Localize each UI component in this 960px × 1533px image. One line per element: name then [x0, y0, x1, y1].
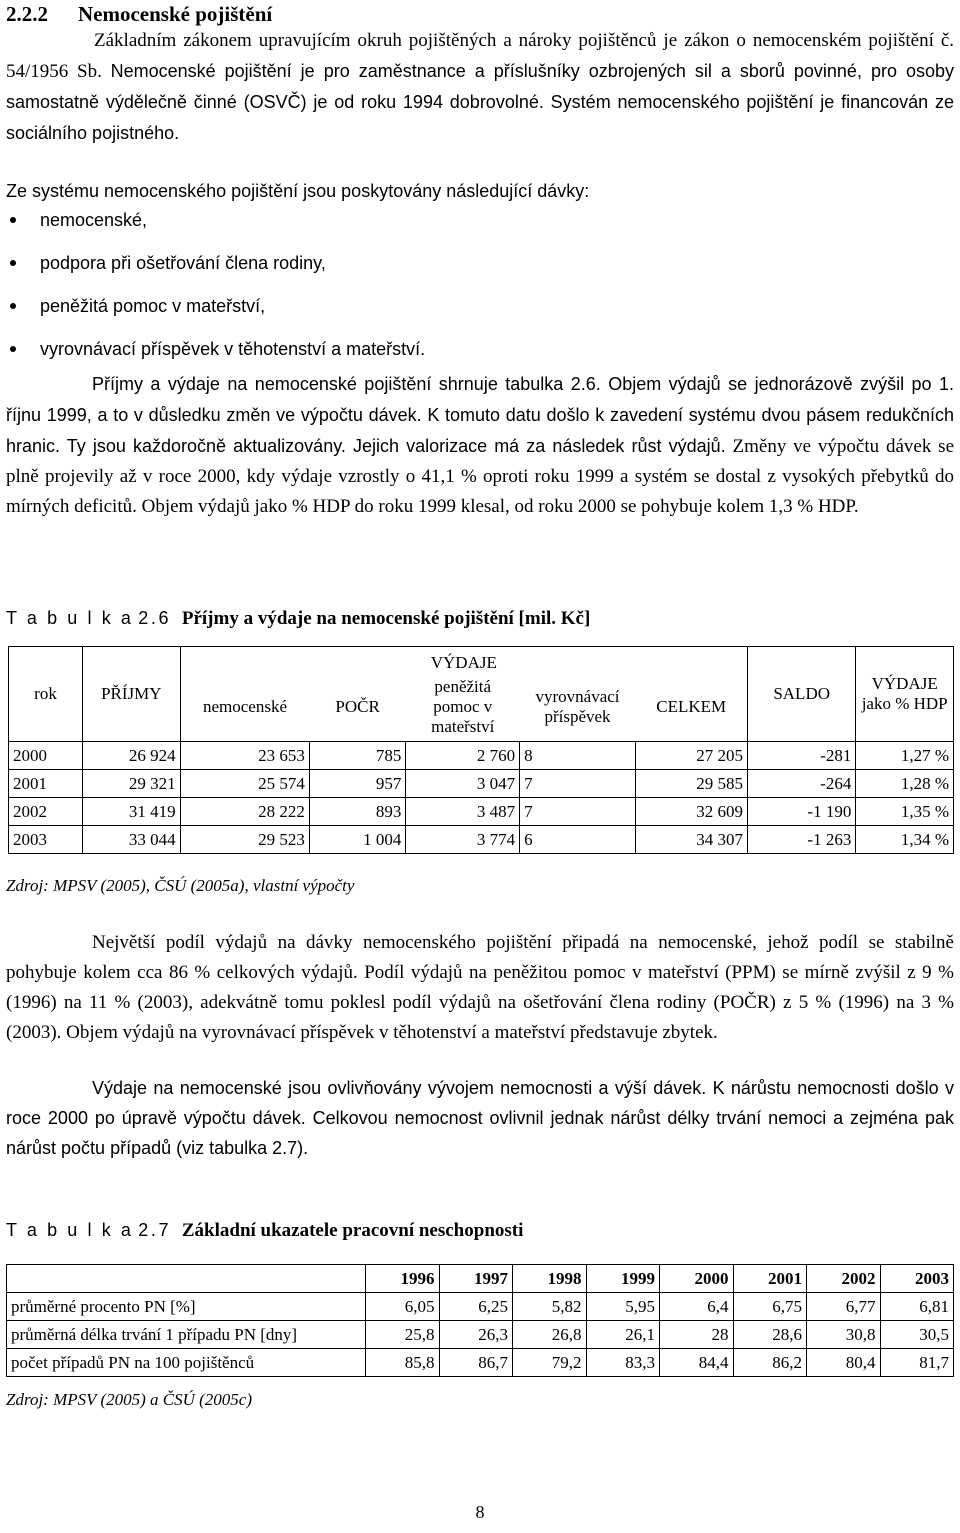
table-row — [7, 1293, 954, 1321]
cell-year: 2000 — [9, 742, 83, 770]
cell-vyrovnavaci: 7 — [520, 770, 636, 798]
table-2-7-caption — [6, 1220, 523, 1242]
header-year: 1999 — [586, 1265, 660, 1293]
table-row — [7, 1349, 954, 1377]
cell-value: 6,05 — [366, 1293, 440, 1321]
table-number: 2.6 — [138, 608, 172, 628]
header-year: 1997 — [439, 1265, 513, 1293]
list-item: peněžitá pomoc v mateřství, — [6, 294, 906, 337]
header-year: 2003 — [880, 1265, 954, 1293]
cell-hdp: 1,28 % — [856, 770, 954, 798]
section-number: 2.2.2 — [6, 2, 48, 26]
cell-vyrovnavaci: 6 — [520, 826, 636, 854]
cell-value: 86,2 — [733, 1349, 807, 1377]
cell-value: 25,8 — [366, 1321, 440, 1349]
cell-value: 6,77 — [807, 1293, 881, 1321]
cell-value: 6,25 — [439, 1293, 513, 1321]
cell-saldo: -1 190 — [748, 798, 856, 826]
header-year: 2001 — [733, 1265, 807, 1293]
page-number: 8 — [475, 1502, 485, 1522]
cell-celkem: 34 307 — [635, 826, 747, 854]
table-2-6 — [8, 646, 954, 854]
cell-value: 30,8 — [807, 1321, 881, 1349]
cell-prijmy: 31 419 — [83, 798, 181, 826]
header-prijmy: PŘÍJMY — [83, 647, 181, 742]
cell-nemocenske: 23 653 — [180, 742, 309, 770]
cell-nemocenske: 28 222 — [180, 798, 309, 826]
cell-value: 6,4 — [660, 1293, 734, 1321]
table-row — [9, 826, 954, 854]
cell-saldo: -281 — [748, 742, 856, 770]
cell-pocr: 1 004 — [309, 826, 406, 854]
table-number: 2.7 — [138, 1220, 172, 1240]
paragraph-text-sans: Příjmy a výdaje na nemocenské pojištění shrnuje tabulka 2.6. Objem výdajů se jednorázově zvýšil po 1. říjnu 1999, a to v důsledku změn ve výpočtu dávek. K tomuto datu došlo k zavedení systému dvou pásem redukčních hranic. Ty jsou každoročně aktualizovány. Jejich valorizace má za následek růst výdajů. — [6, 374, 954, 456]
table-row — [7, 1321, 954, 1349]
cell-value: 84,4 — [660, 1349, 734, 1377]
cell-prijmy: 29 321 — [83, 770, 181, 798]
cell-hdp: 1,35 % — [856, 798, 954, 826]
paragraph-income-expenses — [6, 369, 954, 522]
row-label: počet případů PN na 100 pojištěnců — [7, 1349, 366, 1377]
cell-celkem: 27 205 — [635, 742, 747, 770]
header-pocr: POČR — [335, 697, 380, 716]
cell-nemocenske: 29 523 — [180, 826, 309, 854]
cell-hdp: 1,27 % — [856, 742, 954, 770]
table-title: Základní ukazatele pracovní neschopnosti — [181, 1220, 524, 1241]
cell-ppm: 3 047 — [406, 770, 520, 798]
cell-ppm: 3 487 — [406, 798, 520, 826]
benefits-intro: Ze systému nemocenského pojištění jsou poskytovány následující dávky: — [6, 181, 590, 201]
cell-pocr: 785 — [309, 742, 406, 770]
header-celkem: CELKEM — [635, 673, 747, 742]
cell-value: 6,81 — [880, 1293, 954, 1321]
cell-value: 26,8 — [513, 1321, 587, 1349]
header-vydaje-hdp: VÝDAJE jako % HDP — [856, 647, 954, 742]
cell-pocr: 893 — [309, 798, 406, 826]
intro-text-sans: Nemocenské pojištění je pro zaměstnance a příslušníky ozbrojených sil a sborů povinné, pro osoby samostatně výdělečně činné (OSVČ) je od roku 1994 dobrovolné. Systém nemocenského pojištění je financován ze sociálního pojistného. — [6, 61, 954, 143]
header-saldo: SALDO — [748, 647, 856, 742]
cell-saldo: -1 263 — [748, 826, 856, 854]
cell-value: 26,3 — [439, 1321, 513, 1349]
table-title: Příjmy a výdaje na nemocenské pojištění [mil. Kč] — [181, 608, 591, 629]
header-nemocenske: nemocenské — [180, 673, 309, 742]
cell-value: 85,8 — [366, 1349, 440, 1377]
header-indicator — [7, 1265, 366, 1293]
header-ppm: peněžitá pomoc v mateřství — [431, 677, 495, 736]
intro-text-serif: Základním zákonem upravujícím okruh pojištěných a nároky pojištěnců je zákon o nemocenském pojištění č. 54/1956 Sb. — [6, 30, 954, 82]
cell-value: 83,3 — [586, 1349, 660, 1377]
cell-year: 2003 — [9, 826, 83, 854]
cell-value: 5,95 — [586, 1293, 660, 1321]
table-row — [9, 742, 954, 770]
list-item: vyrovnávací příspěvek v těhotenství a mateřství. — [6, 337, 906, 380]
table-2-7-source: Zdroj: MPSV (2005) a ČSÚ (2005c) — [6, 1390, 253, 1409]
table-2-7 — [6, 1264, 954, 1377]
cell-value: 79,2 — [513, 1349, 587, 1377]
row-label: průměrné procento PN [%] — [7, 1293, 366, 1321]
cell-ppm: 3 774 — [406, 826, 520, 854]
header-year: 1996 — [366, 1265, 440, 1293]
cell-saldo: -264 — [748, 770, 856, 798]
benefits-list — [6, 208, 906, 380]
table-2-6-caption — [6, 608, 590, 630]
header-year: 2000 — [660, 1265, 734, 1293]
cell-celkem: 32 609 — [635, 798, 747, 826]
cell-value: 26,1 — [586, 1321, 660, 1349]
cell-prijmy: 33 044 — [83, 826, 181, 854]
cell-value: 6,75 — [733, 1293, 807, 1321]
header-vydaje: VÝDAJE — [180, 647, 747, 674]
header-year: 2002 — [807, 1265, 881, 1293]
cell-prijmy: 26 924 — [83, 742, 181, 770]
paragraph-text-serif: Změny ve výpočtu dávek se plně projevily až v roce 2000, kdy výdaje vzrostly o 41,1 % oproti roku 1999 a systém se dostal z vysokých přebytků do mírných deficitů. Objem výdajů jako % HDP do roku 1999 klesal, od roku 2000 se pohybuje kolem 1,3 % HDP. — [6, 436, 955, 517]
section-heading — [6, 2, 272, 27]
cell-value: 81,7 — [880, 1349, 954, 1377]
cell-ppm: 2 760 — [406, 742, 520, 770]
paragraph-benefit-shares: Největší podíl výdajů na dávky nemocenského pojištění připadá na nemocenské, jehož podíl se stabilně pohybuje kolem cca 86 % celkových výdajů. Podíl výdajů na peněžitou pomoc v mateřství (PPM) se mírně zvýšil z 9 % (1996) na 11 % (2003), adekvátně tomu poklesl podíl výdajů na ošetřování člena rodiny (POČR) z 5 % (1996) na 3 % (2003). Objem výdajů na vyrovnávací příspěvek v těhotenství a mateřství představuje zbytek. — [6, 932, 954, 1043]
cell-value: 28,6 — [733, 1321, 807, 1349]
table-2-6-source: Zdroj: MPSV (2005), ČSÚ (2005a), vlastní výpočty — [6, 876, 355, 895]
cell-value: 28 — [660, 1321, 734, 1349]
cell-value: 80,4 — [807, 1349, 881, 1377]
cell-vyrovnavaci: 7 — [520, 798, 636, 826]
list-item: podpora při ošetřování člena rodiny, — [6, 251, 906, 294]
cell-nemocenske: 25 574 — [180, 770, 309, 798]
cell-value: 5,82 — [513, 1293, 587, 1321]
header-year: 1998 — [513, 1265, 587, 1293]
cell-value: 86,7 — [439, 1349, 513, 1377]
table-row — [9, 770, 954, 798]
intro-paragraph — [6, 26, 954, 149]
cell-hdp: 1,34 % — [856, 826, 954, 854]
cell-vyrovnavaci: 8 — [520, 742, 636, 770]
section-title: Nemocenské pojištění — [78, 2, 273, 26]
list-item: nemocenské, — [6, 208, 906, 251]
cell-year: 2001 — [9, 770, 83, 798]
table-row — [9, 798, 954, 826]
row-label: průměrná délka trvání 1 případu PN [dny] — [7, 1321, 366, 1349]
table-label: T a b u l k a — [6, 608, 134, 628]
table-label: T a b u l k a — [6, 1220, 134, 1240]
paragraph-sickness-rate: Výdaje na nemocenské jsou ovlivňovány vývojem nemocnosti a výší dávek. K nárůstu nemocnosti došlo v roce 2000 po úpravě výpočtu dávek. Celkovou nemocnost ovlivnil jednak nárůst délky trvání nemoci a zejména pak nárůst počtu případů (viz tabulka 2.7). — [6, 1078, 954, 1158]
cell-value: 30,5 — [880, 1321, 954, 1349]
header-rok: rok — [9, 647, 83, 742]
cell-year: 2002 — [9, 798, 83, 826]
cell-celkem: 29 585 — [635, 770, 747, 798]
header-vyrovnavaci: vyrovnávací příspěvek — [535, 687, 620, 726]
cell-pocr: 957 — [309, 770, 406, 798]
